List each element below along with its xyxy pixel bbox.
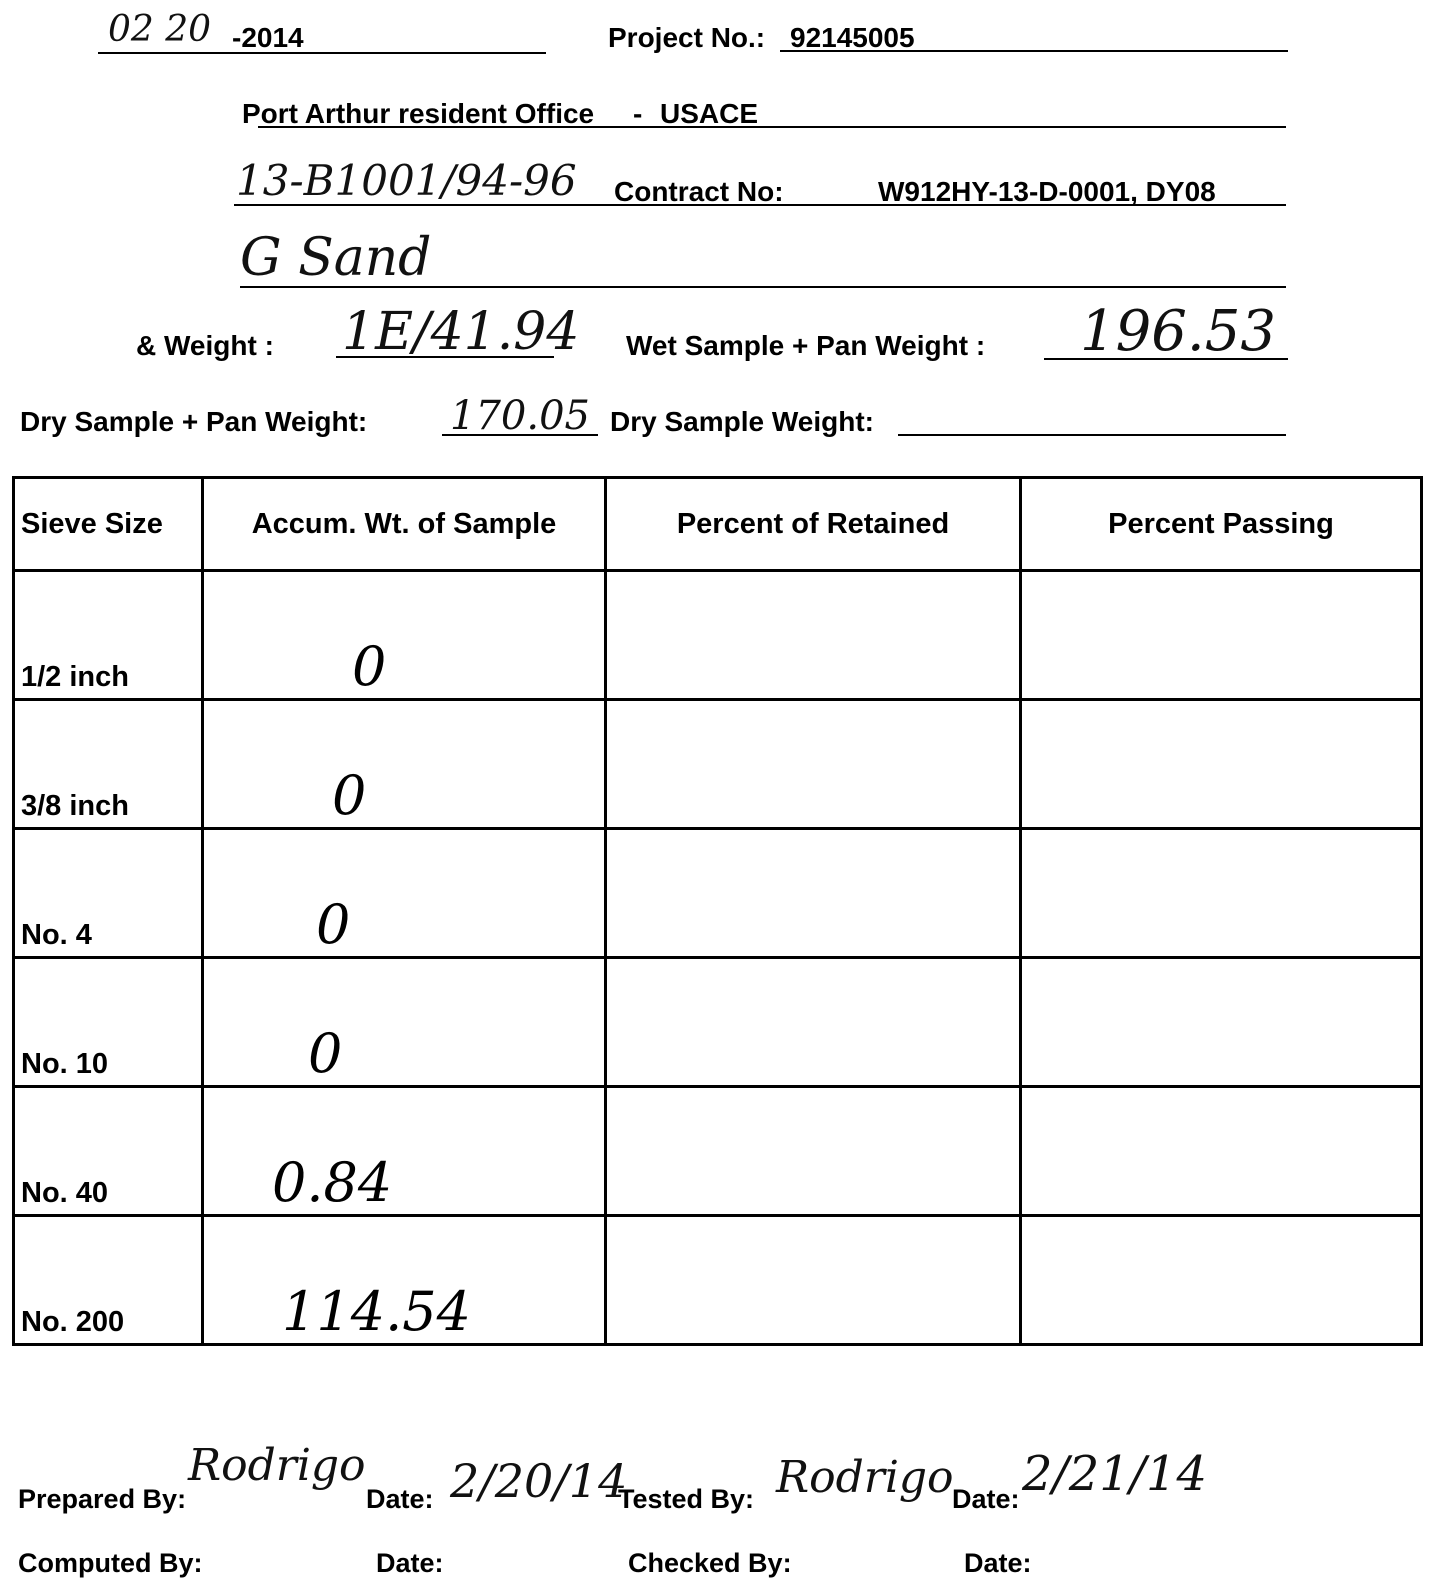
table-row	[14, 1087, 1422, 1216]
prepared-signature: Rodrigo	[188, 1440, 366, 1491]
prepared-date-value: 2/20/14	[450, 1454, 628, 1508]
boring-handwritten: 13-B1001/94-96	[236, 156, 577, 205]
computed-label: Computed By:	[18, 1548, 203, 1578]
table-row	[14, 958, 1422, 1087]
checked-date-label: Date:	[964, 1548, 1032, 1578]
wet-label: Wet Sample + Pan Weight :	[626, 330, 986, 361]
project-underline	[780, 50, 1288, 52]
tested-label: Tested By:	[618, 1484, 755, 1514]
col-sieve-size: Sieve Size	[14, 478, 203, 571]
computed-date-label: Date:	[376, 1548, 444, 1578]
weight-label: & Weight :	[136, 330, 274, 361]
table-row	[14, 571, 1422, 700]
dry-pan-underline	[442, 434, 598, 436]
col-percent-retained: Percent of Retained	[606, 478, 1021, 571]
prepared-date-label: Date:	[366, 1484, 434, 1514]
description-handwritten: G Sand	[240, 228, 432, 288]
office-underline	[258, 126, 1286, 128]
date-year: -2014	[232, 22, 304, 53]
date-underline	[98, 52, 546, 54]
dry-pan-label: Dry Sample + Pan Weight:	[20, 406, 368, 437]
table-row	[14, 829, 1422, 958]
sieve-size-cell: 3/8 inch	[21, 790, 129, 822]
sieve-size-cell: 1/2 inch	[21, 661, 129, 693]
project-number: 92145005	[790, 22, 915, 53]
tested-date-label: Date:	[952, 1484, 1020, 1514]
sieve-table	[12, 476, 1423, 1346]
dry-label: Dry Sample Weight:	[610, 406, 874, 437]
accum-weight-cell: 0	[316, 893, 351, 956]
accum-weight-cell: 0	[352, 635, 387, 698]
tested-date-value: 2/21/14	[1022, 1446, 1208, 1502]
wet-underline	[1044, 358, 1288, 360]
contract-underline	[234, 204, 1286, 206]
office-name: Port Arthur resident Office	[242, 98, 595, 129]
office-separator: -	[633, 98, 643, 129]
accum-weight-cell: 0	[332, 764, 367, 827]
table-header-row	[14, 478, 1422, 571]
agency-name: USACE	[660, 98, 759, 129]
sieve-size-cell: No. 200	[21, 1306, 125, 1338]
sieve-size-cell: No. 10	[21, 1048, 109, 1080]
description-underline	[240, 286, 1286, 288]
weight-underline	[336, 356, 554, 358]
col-accum-weight: Accum. Wt. of Sample	[203, 478, 606, 571]
tested-signature: Rodrigo	[776, 1452, 954, 1503]
accum-weight-cell: 0	[308, 1022, 343, 1085]
dry-underline	[898, 434, 1286, 436]
wet-value: 196.53	[1080, 299, 1276, 364]
contract-label: Contract No:	[614, 176, 784, 207]
table-row	[14, 1216, 1422, 1345]
contract-number: W912HY-13-D-0001, DY08	[878, 176, 1216, 207]
prepared-label: Prepared By:	[18, 1484, 187, 1514]
project-label: Project No.:	[608, 22, 766, 53]
table-row	[14, 700, 1422, 829]
dry-pan-value: 170.05	[450, 393, 590, 439]
accum-weight-cell: 114.54	[282, 1280, 471, 1343]
col-percent-passing: Percent Passing	[1021, 478, 1422, 571]
sieve-size-cell: No. 40	[21, 1177, 109, 1209]
sieve-size-cell: No. 4	[21, 919, 92, 951]
checked-label: Checked By:	[628, 1548, 792, 1578]
accum-weight-cell: 0.84	[272, 1151, 393, 1214]
date-handwritten: 02 20	[108, 9, 212, 50]
weight-value: 1E/41.94	[342, 302, 580, 362]
